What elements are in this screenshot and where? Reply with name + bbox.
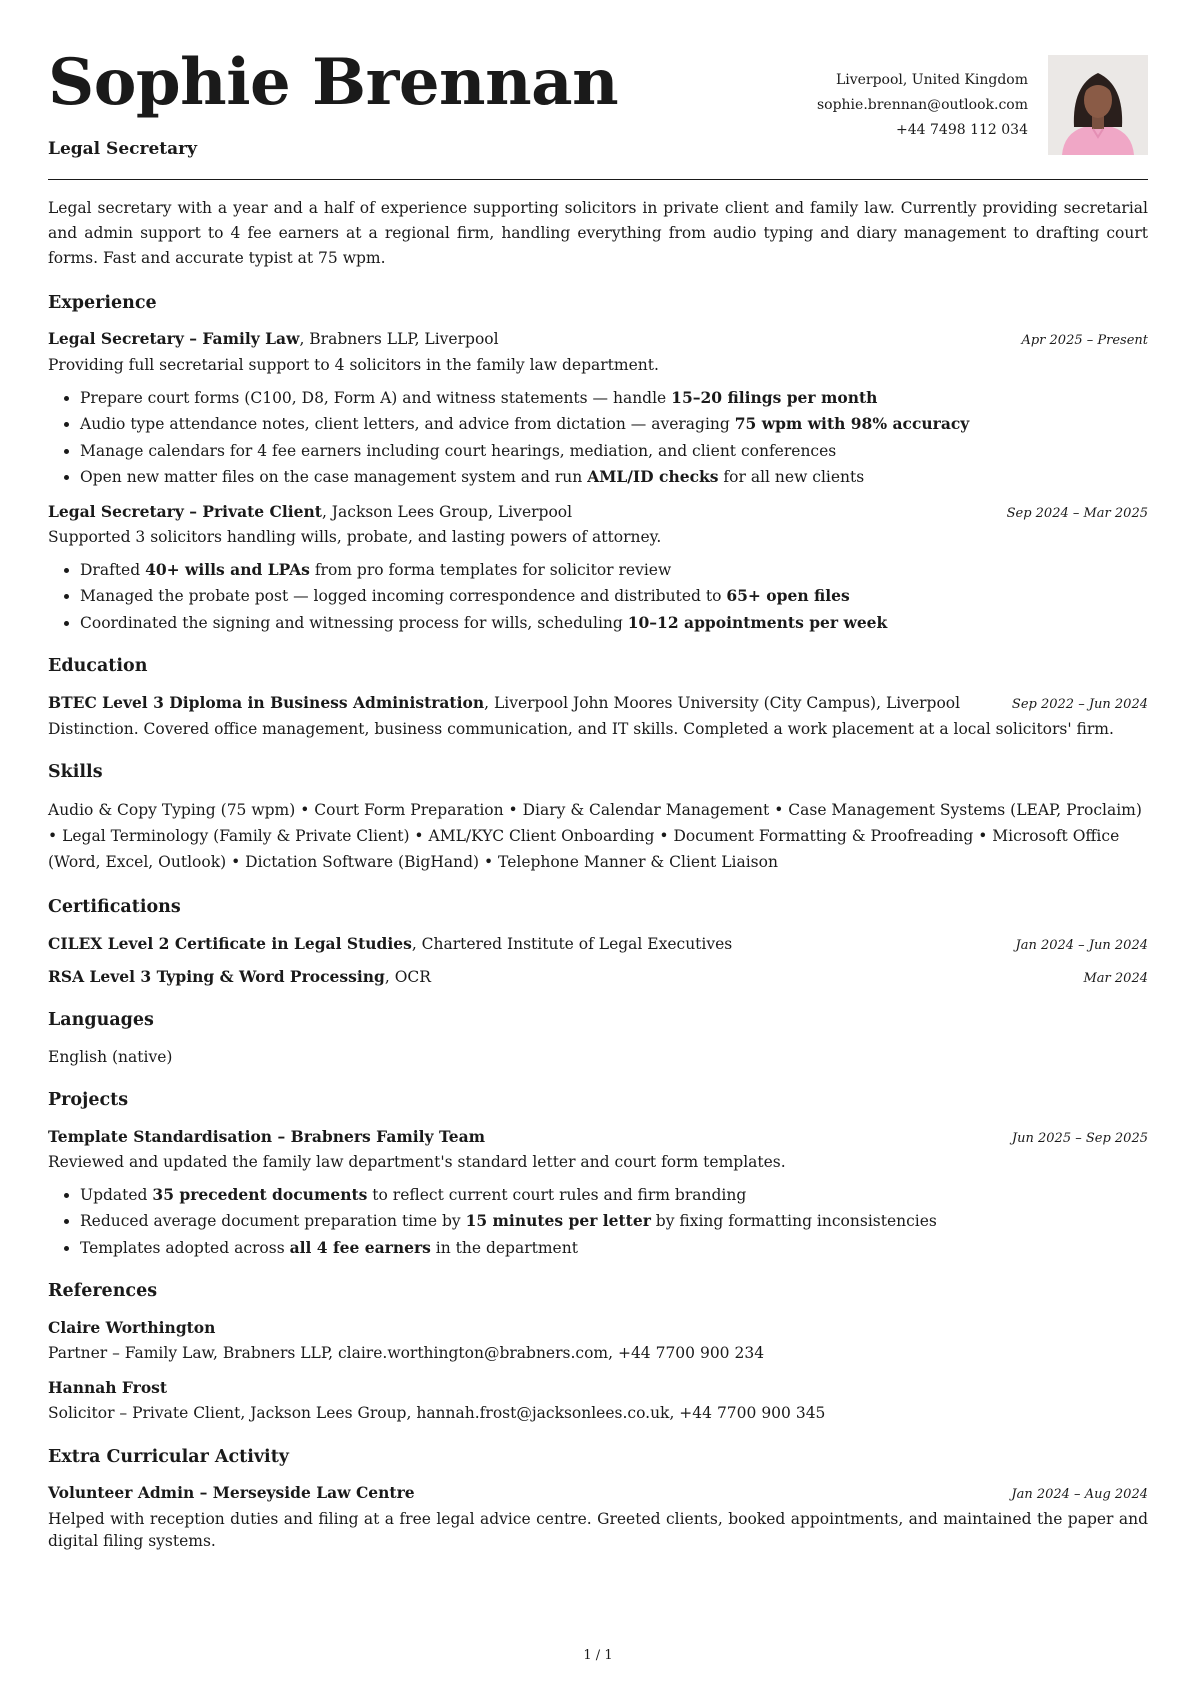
section-title-certifications: Certifications <box>48 897 181 918</box>
job-employer: , Jackson Lees Group, Liverpool <box>321 502 573 521</box>
certification-issuer: , Chartered Institute of Legal Executives <box>411 934 733 953</box>
certification-dates: Jan 2024 – Jun 2024 <box>1015 937 1148 953</box>
job-entry <box>48 328 1148 488</box>
activity-description: Helped with reception duties and filing at a free legal advice centre. Greeted clients, booked appointments, and maintained the paper and digital filing systems. <box>48 1509 1148 1551</box>
activity-name: Volunteer Admin – Merseyside Law Centre <box>48 1482 415 1502</box>
contact-block <box>817 68 1028 143</box>
page-number: 1 / 1 <box>583 1648 613 1663</box>
job-dates: Apr 2025 – Present <box>1021 333 1148 349</box>
job-title: Legal Secretary – Family Law <box>48 329 300 349</box>
project-bullets <box>48 1184 1148 1259</box>
education-entry <box>48 692 1148 740</box>
reference-detail: Solicitor – Private Client, Jackson Lees Group, hannah.frost@jacksonlees.co.uk, +44 7700 900 345 <box>48 1404 826 1423</box>
certification-name: CILEX Level 2 Certificate in Legal Studies <box>48 933 412 953</box>
header-divider <box>48 179 1148 180</box>
bullet-item: • Updated 35 precedent documents to reflect current court rules and firm branding <box>80 1184 1148 1206</box>
bullet-item: • Coordinated the signing and witnessing process for wills, scheduling 10–12 appointments per week <box>80 612 1148 634</box>
activity-entry <box>48 1482 1148 1553</box>
certification-dates: Mar 2024 <box>1083 970 1148 986</box>
bullet-item: • Audio type attendance notes, client letters, and advice from dictation — averaging 75 wpm with 98% accuracy <box>80 413 1148 435</box>
contact-phone: +44 7498 112 034 <box>896 122 1028 138</box>
job-title: Legal Secretary – Private Client <box>48 501 322 521</box>
certification-name: RSA Level 3 Typing & Word Processing <box>48 966 385 986</box>
bullet-item: • Managed the probate post — logged incoming correspondence and distributed to 65+ open files <box>80 585 1148 607</box>
education-description: Distinction. Covered office management, business communication, and IT skills. Completed a work placement at a local solicitors' firm. <box>48 719 1114 738</box>
bullet-item: • Drafted 40+ wills and LPAs from pro forma templates for solicitor review <box>80 559 1148 581</box>
job-description: Supported 3 solicitors handling wills, probate, and lasting powers of attorney. <box>48 528 662 547</box>
section-title-extra-curricular: Extra Curricular Activity <box>48 1446 289 1467</box>
activity-dates: Jan 2024 – Aug 2024 <box>1011 1486 1148 1502</box>
reference-name: Hannah Frost <box>48 1377 168 1397</box>
certification-entry <box>48 966 1148 989</box>
resume-page <box>48 0 1148 1683</box>
bullet-item: • Reduced average document preparation time by 15 minutes per letter by fixing formatting inconsistencies <box>80 1210 1148 1232</box>
section-title-languages: Languages <box>48 1010 154 1031</box>
project-entry <box>48 1126 1148 1260</box>
project-dates: Jun 2025 – Sep 2025 <box>1011 1130 1148 1146</box>
degree-name: BTEC Level 3 Diploma in Business Administration <box>48 692 485 712</box>
job-bullets <box>48 559 1148 634</box>
reference-detail: Partner – Family Law, Brabners LLP, claire.worthington@brabners.com, +44 7700 900 234 <box>48 1344 765 1363</box>
job-dates: Sep 2024 – Mar 2025 <box>1006 505 1148 521</box>
job-bullets <box>48 387 1148 489</box>
job-entry <box>48 501 1148 635</box>
project-name: Template Standardisation – Brabners Family Team <box>48 1126 486 1146</box>
certification-issuer: , OCR <box>384 967 431 986</box>
languages-text: English (native) <box>48 1047 173 1066</box>
resume-header <box>48 0 1148 180</box>
bullet-item: • Prepare court forms (C100, D8, Form A) and witness statements — handle 15–20 filings per month <box>80 387 1148 409</box>
profile-photo <box>1048 55 1148 155</box>
contact-email: sophie.brennan@outlook.com <box>816 97 1028 113</box>
section-title-skills: Skills <box>48 761 103 782</box>
bullet-item: • Open new matter files on the case management system and run AML/ID checks for all new clients <box>80 466 1148 488</box>
section-title-experience: Experience <box>48 293 157 313</box>
summary-text: Legal secretary with a year and a half of experience supporting solicitors in private client and family law. Currently providing secretarial and admin support to 4 fee earners at a regional firm, handling everything from audio typing and diary management to drafting court forms. Fast and accurate typist at 75 wpm. <box>48 199 1148 267</box>
skills-list: Audio & Copy Typing (75 wpm) • Court Form Preparation • Diary & Calendar Management • Case Management Systems (LEAP, Proclaim) • Legal Terminology (Family & Private Client) • AML/KYC Client Onboarding • Document Formatting & Proofreading • Microsoft Office (Word, Excel, Outlook) • Dictation Software (BigHand) • Telephone Manner & Client Liaison <box>48 801 1142 872</box>
job-employer: , Brabners LLP, Liverpool <box>299 330 499 349</box>
certification-entry <box>48 933 1148 956</box>
section-title-projects: Projects <box>48 1090 129 1111</box>
bullet-item: • Templates adopted across all 4 fee earners in the department <box>80 1237 1148 1259</box>
reference-name: Claire Worthington <box>48 1317 216 1337</box>
contact-location: Liverpool, United Kingdom <box>835 72 1028 88</box>
job-description: Providing full secretarial support to 4 solicitors in the family law department. <box>48 356 659 375</box>
bullet-item: • Manage calendars for 4 fee earners including court hearings, mediation, and client conferences <box>80 440 1148 462</box>
school-name: , Liverpool John Moores University (City Campus), Liverpool <box>484 693 961 712</box>
section-title-references: References <box>48 1281 158 1302</box>
candidate-role: Legal Secretary <box>48 139 197 159</box>
candidate-name: Sophie Brennan <box>48 45 619 120</box>
education-dates: Sep 2022 – Jun 2024 <box>1011 696 1148 712</box>
project-description: Reviewed and updated the family law department's standard letter and court form templates. <box>48 1153 786 1172</box>
section-title-education: Education <box>48 656 148 677</box>
